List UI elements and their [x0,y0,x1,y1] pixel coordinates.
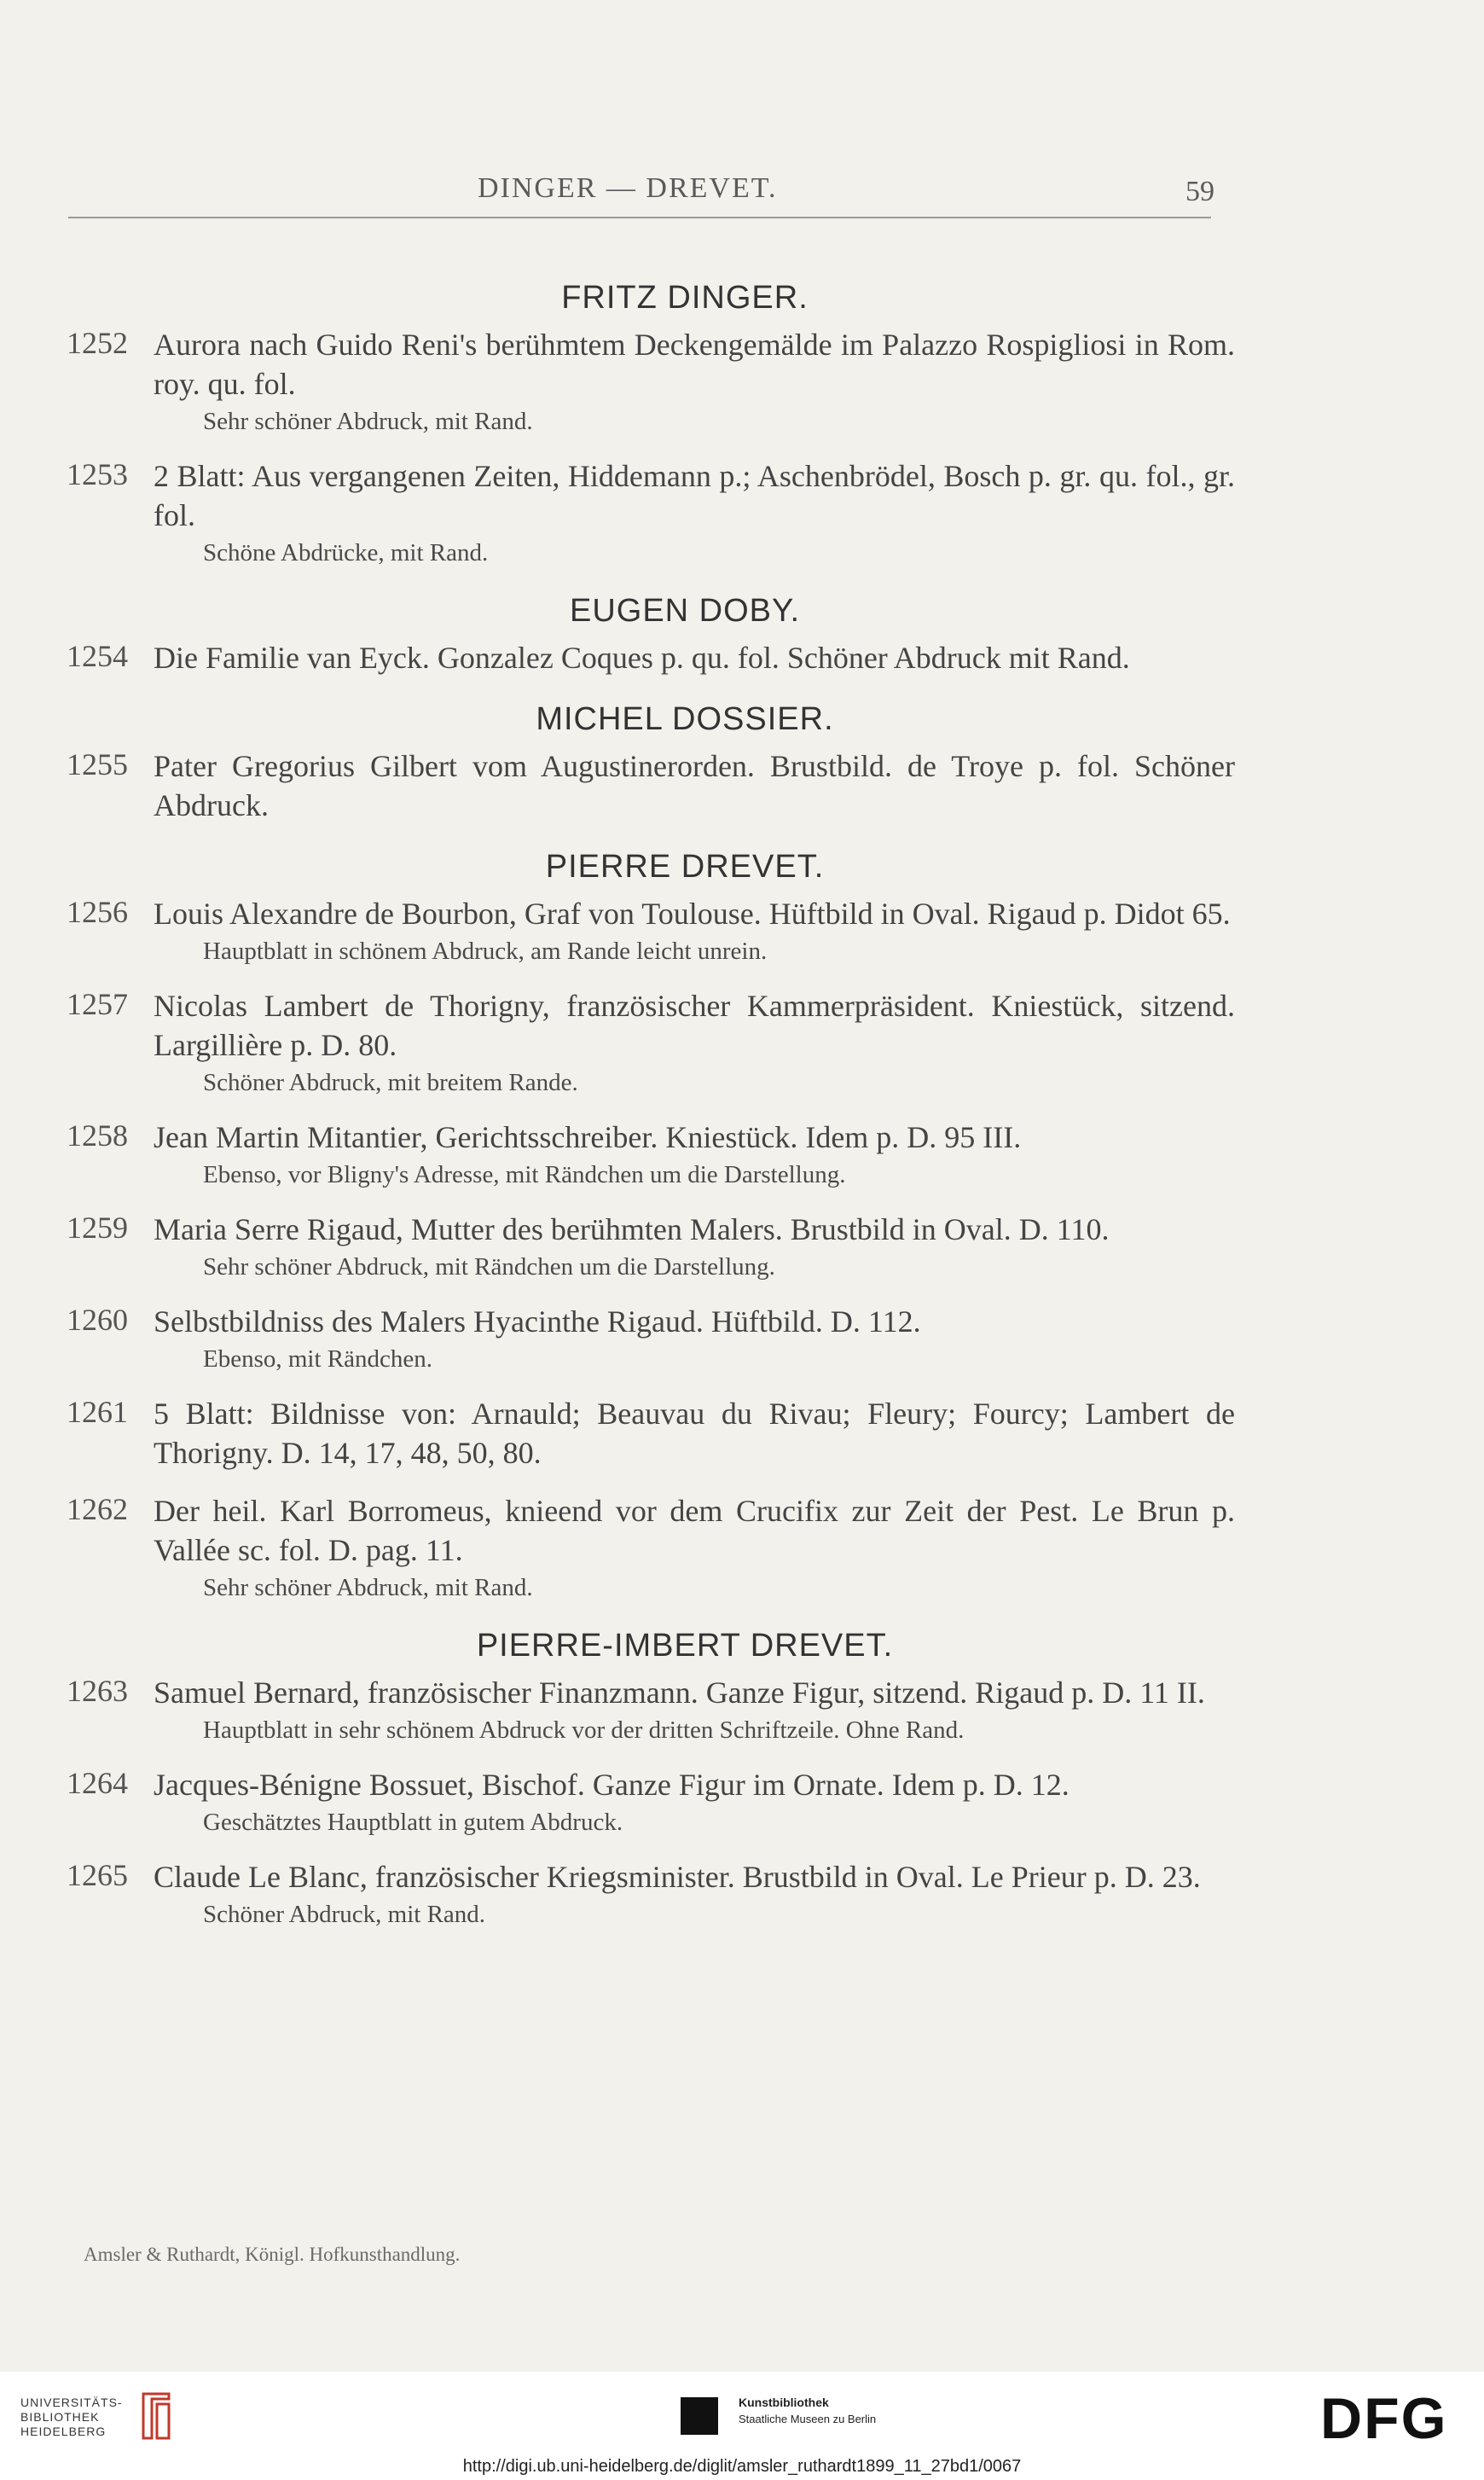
entry-condition-note: Sehr schöner Abdruck, mit Rand. [203,1574,533,1601]
entry-description: Der heil. Karl Borromeus, knieend vor dem Crucifix zur Zeit der Pest. Le Brun p. Vallée sc. fol. D. pag. 11. [154,1494,1235,1567]
entry-description: Claude Le Blanc, französischer Kriegsminister. Brustbild in Oval. Le Prieur p. D. 23. [154,1860,1201,1894]
entry-number: 1255 [67,747,128,781]
catalogue-entry [67,894,1235,967]
artist-heading: PIERRE DREVET. [545,849,825,885]
entry-description: Jean Martin Mitantier, Gerichtsschreiber. Kniestück. Idem p. D. 95 III. [154,1120,1022,1154]
entry-description: Pater Gregorius Gilbert vom Augustinerorden. Brustbild. de Troye p. fol. Schöner Abdruck. [154,749,1235,822]
entry-condition-note: Schöne Abdrücke, mit Rand. [203,539,489,566]
entry-number: 1257 [67,987,128,1021]
entry-number: 1264 [67,1766,128,1800]
catalogue-entry [67,1210,1235,1283]
artist-heading: PIERRE-IMBERT DREVET. [476,1628,894,1664]
catalogue-entry [67,986,1235,1099]
entry-condition-note: Hauptblatt in schönem Abdruck, am Rande leicht unrein. [203,938,768,965]
entry-condition-note: Ebenso, vor Bligny's Adresse, mit Rändchen um die Darstellung. [203,1161,846,1188]
kb-name: Kunstbibliothek [739,2396,829,2409]
artist-heading: MICHEL DOSSIER. [536,701,834,737]
entry-description: 5 Blatt: Bildnisse von: Arnauld; Beauvau du Rivau; Fleury; Fourcy; Lambert de Thorigny. D. 14, 17, 48, 50, 80. [154,1397,1235,1470]
entry-number: 1253 [67,457,128,491]
catalogue-entry [67,1118,1235,1191]
entry-condition-note: Sehr schöner Abdruck, mit Rändchen um die Darstellung. [203,1253,775,1281]
university-mark-icon [140,2389,172,2443]
entry-condition-note: Sehr schöner Abdruck, mit Rand. [203,408,533,435]
header-rule [68,217,1211,218]
entry-condition-note: Schöner Abdruck, mit Rand. [203,1901,486,1928]
catalogue-entry [67,638,1235,677]
university-line-1: UNIVERSITÄTS- [20,2396,123,2409]
entry-number: 1261 [67,1395,128,1429]
entry-number: 1258 [67,1118,128,1153]
running-head: DINGER — DREVET. [478,172,778,204]
source-url[interactable]: http://digi.ub.uni-heidelberg.de/diglit/amsler_ruthardt1899_11_27bd1/0067 [462,2457,1022,2476]
entry-description: Louis Alexandre de Bourbon, Graf von Toulouse. Hüftbild in Oval. Rigaud p. Didot 65. [154,897,1231,931]
catalogue-entry [67,1491,1235,1604]
entry-condition-note: Hauptblatt in sehr schönem Abdruck vor der dritten Schriftzeile. Ohne Rand. [203,1716,965,1744]
catalogue-entry [67,1673,1235,1746]
dfg-logo[interactable]: DFG [1320,2386,1448,2451]
catalogue-body [67,256,1235,1949]
kb-subtitle: Staatliche Museen zu Berlin [739,2413,877,2425]
entry-description: Maria Serre Rigaud, Mutter des berühmten Malers. Brustbild in Oval. D. 110. [154,1212,1110,1246]
page-number: 59 [1185,176,1214,207]
entry-number: 1262 [67,1492,128,1526]
university-line-3: HEIDELBERG [20,2425,107,2438]
kunstbibliothek-credit [739,2394,876,2428]
publisher-line: Amsler & Ruthardt, Königl. Hofkunsthandlung. [84,2244,461,2265]
catalogue-entry [67,325,1235,438]
catalogue-entry [67,746,1235,825]
university-line-2: BIBLIOTHEK [20,2410,100,2424]
entry-number: 1265 [67,1858,128,1892]
entry-description: Selbstbildniss des Malers Hyacinthe Rigaud. Hüftbild. D. 112. [154,1304,921,1339]
catalogue-entry [67,1394,1235,1472]
artist-heading: FRITZ DINGER. [561,280,809,316]
entry-number: 1252 [67,326,128,360]
entry-condition-note: Schöner Abdruck, mit breitem Rande. [203,1069,578,1096]
entry-description: Aurora nach Guido Reni's berühmtem Deckengemälde im Palazzo Rospigliosi in Rom. roy. qu. fol. [154,328,1235,401]
entry-number: 1256 [67,895,128,929]
kunstbibliothek-logo-icon[interactable] [681,2397,718,2435]
entry-condition-note: Ebenso, mit Rändchen. [203,1345,433,1373]
entry-number: 1260 [67,1303,128,1337]
catalogue-entry [67,1765,1235,1838]
entry-number: 1263 [67,1674,128,1708]
catalogue-entry [67,1302,1235,1375]
entry-description: Jacques-Bénigne Bossuet, Bischof. Ganze Figur im Ornate. Idem p. D. 12. [154,1768,1070,1802]
entry-number: 1259 [67,1211,128,1245]
catalogue-entry [67,1857,1235,1931]
entry-description: Samuel Bernard, französischer Finanzmann. Ganze Figur, sitzend. Rigaud p. D. 11 II. [154,1676,1205,1710]
entry-condition-note: Geschätztes Hauptblatt in gutem Abdruck. [203,1809,623,1836]
university-library-logo[interactable] [20,2396,123,2439]
entry-description: Nicolas Lambert de Thorigny, französischer Kammerpräsident. Kniestück, sitzend. Largillière p. D. 80. [154,989,1235,1062]
catalogue-entry [67,456,1235,569]
entry-description: 2 Blatt: Aus vergangenen Zeiten, Hiddemann p.; Aschenbrödel, Bosch p. gr. qu. fol., gr. fol. [154,459,1235,532]
artist-heading: EUGEN DOBY. [569,593,801,629]
entry-description: Die Familie van Eyck. Gonzalez Coques p. qu. fol. Schöner Abdruck mit Rand. [154,641,1130,675]
entry-number: 1254 [67,639,128,673]
